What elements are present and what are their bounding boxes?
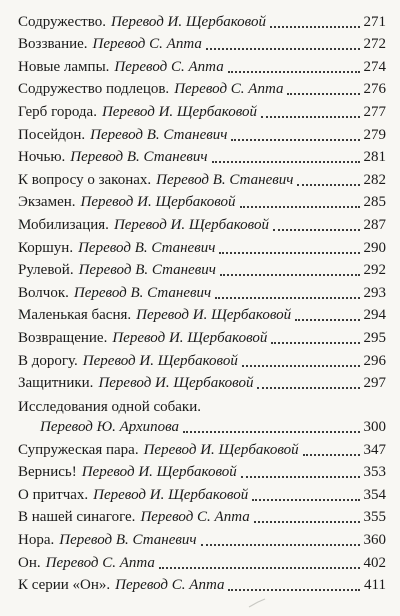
dot-leader [287,89,360,95]
entry-title: Защитники. [18,375,94,392]
dot-leader [183,427,360,433]
dot-leader [242,361,360,367]
toc-entry [18,504,386,527]
toc-entry [18,347,386,370]
entry-page-number: 354 [363,486,386,503]
entry-title: В дорогу. [18,352,78,369]
toc-entry [18,302,386,325]
entry-translator: Перевод С. Апта [114,58,224,75]
toc-entry [18,189,386,212]
toc-entry [18,392,386,436]
dot-leader [257,383,360,389]
entry-title: К серии «Он». [18,577,111,594]
entry-translator: Перевод С. Апта [92,36,202,53]
dot-leader [252,495,360,501]
toc-entry [18,166,386,189]
entry-page-number: 296 [363,352,386,369]
entry-translator: Перевод И. Щербаковой [110,13,266,30]
entry-title: Маленькая басня. [18,307,132,324]
table-of-contents [18,8,386,594]
dot-leader [297,180,360,186]
entry-title: Ночью. [18,149,66,166]
entry-title: Содружество. [18,13,106,30]
entry-page-number: 355 [363,509,386,526]
dot-leader [231,135,360,141]
entry-translator: Перевод И. Щербаковой [98,375,254,392]
entry-translator: Перевод С. Апта [115,577,225,594]
entry-translator: Перевод С. Апта [140,509,250,526]
dot-leader [295,315,360,321]
entry-page-number: 411 [364,577,386,594]
entry-title: О притчах. [18,486,89,503]
entry-translator: Перевод Ю. Архипова [40,419,180,436]
entry-title: Вернись! [18,464,77,481]
entry-page-number: 300 [363,419,386,436]
entry-translator: Перевод И. Щербаковой [112,329,268,346]
entry-translator: Перевод И. Щербаковой [143,441,299,458]
entry-translator: Перевод И. Щербаковой [113,216,269,233]
entry-translator-line [18,418,386,436]
entry-page-number: 279 [363,126,386,143]
entry-page-number: 292 [363,262,386,279]
entry-title: Он. [18,554,41,571]
toc-entry [18,324,386,347]
entry-translator: Перевод И. Щербаковой [101,103,258,120]
entry-title: Экзамен. [18,194,76,211]
entry-title: Рулевой. [18,262,74,279]
entry-translator: Перевод В. Станевич [78,239,216,256]
dot-leader [254,517,360,523]
toc-entry [18,459,386,482]
toc-entry [18,481,386,504]
entry-page-number: 294 [363,307,386,324]
dot-leader [201,540,360,546]
toc-entry [18,572,386,595]
dot-leader [271,338,360,344]
toc-entry [18,53,386,76]
dot-leader [159,563,360,569]
dot-leader [303,450,360,456]
dot-leader [206,44,360,50]
dot-leader [240,202,360,208]
toc-entry [18,234,386,257]
entry-title: Коршун. [18,239,74,256]
entry-translator: Перевод В. Станевич [70,149,208,166]
entry-translator: Перевод И. Щербаковой [136,307,292,324]
entry-page-number: 281 [363,149,386,166]
entry-page-number: 277 [363,103,386,120]
dot-leader [212,157,360,163]
toc-entry [18,370,386,393]
toc-entry [18,98,386,121]
entry-translator: Перевод С. Апта [45,554,155,571]
entry-page-number: 276 [363,81,386,98]
entry-page-number: 272 [363,36,386,53]
entry-page-number: 297 [363,375,386,392]
entry-page-number: 347 [363,441,386,458]
dot-leader [270,22,360,28]
dot-leader [219,248,360,254]
entry-page-number: 287 [363,216,386,233]
dot-leader [273,225,360,231]
entry-translator: Перевод И. Щербаковой [93,486,249,503]
pencil-mark [248,598,266,608]
toc-entry [18,436,386,459]
toc-entry [18,31,386,54]
toc-entry [18,76,386,99]
dot-leader [228,585,360,591]
entry-page-number: 290 [363,239,386,256]
toc-entry [18,279,386,302]
entry-page-number: 295 [363,329,386,346]
entry-page-number: 271 [363,13,386,30]
entry-title: Супружеская пара. [18,441,139,458]
entry-translator: Перевод В. Станевич [156,171,294,188]
entry-title: Волчок. [18,284,69,301]
toc-entry [18,526,386,549]
entry-translator: Перевод В. Станевич [73,284,212,301]
entry-translator: Перевод И. Щербаковой [82,352,238,369]
entry-page-number: 285 [363,194,386,211]
entry-translator: Перевод И. Щербаковой [80,194,236,211]
dot-leader [220,270,360,276]
entry-translator: Перевод С. Апта [174,81,284,98]
toc-entry [18,121,386,144]
entry-translator: Перевод И. Щербаковой [81,464,237,481]
toc-entry [18,144,386,167]
dot-leader [241,472,360,478]
toc-entry [18,549,386,572]
entry-title: К вопросу о законах. [18,171,152,188]
entry-title: В нашей синагоге. [18,509,136,526]
entry-page-number: 360 [363,532,386,549]
entry-title: Содружество подлецов. [18,81,170,98]
entry-title: Герб города. [18,103,97,120]
entry-page-number: 274 [363,58,386,75]
entry-page-number: 293 [363,284,386,301]
dot-leader [228,67,360,73]
entry-translator: Перевод В. Станевич [59,532,197,549]
toc-entry [18,8,386,31]
entry-page-number: 282 [363,171,386,188]
entry-page-number: 402 [363,554,386,571]
entry-page-number: 353 [363,464,386,481]
dot-leader [261,112,360,118]
entry-title: Нора. [18,532,55,549]
entry-title: Мобилизация. [18,216,109,233]
entry-title-line [18,396,386,418]
entry-translator: Перевод В. Станевич [78,262,216,279]
dot-leader [215,293,360,299]
entry-title: Исследования одной собаки. [18,399,201,416]
entry-title: Возвращение. [18,329,108,346]
entry-translator: Перевод В. Станевич [90,126,228,143]
toc-entry [18,211,386,234]
entry-title: Новые лампы. [18,58,110,75]
toc-entry [18,257,386,280]
entry-title: Воззвание. [18,36,88,53]
entry-title: Посейдон. [18,126,86,143]
